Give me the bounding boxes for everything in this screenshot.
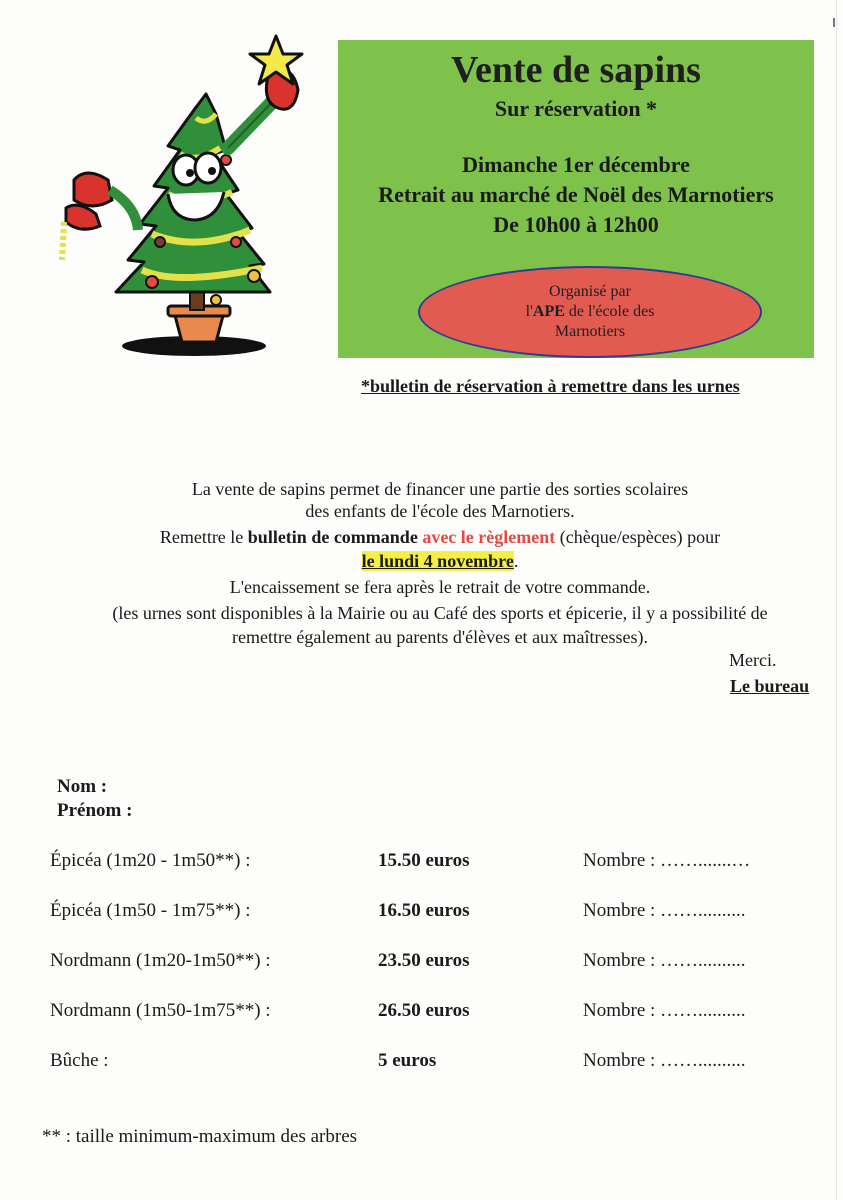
- product-name: Nordmann (1m20-1m50**) :: [50, 950, 271, 971]
- organizer-oval: [418, 266, 762, 358]
- product-price: 5 euros: [378, 1050, 437, 1071]
- reservation-note: *bulletin de réservation à remettre dans les urnes: [361, 376, 740, 396]
- sale-date: Dimanche 1er décembre: [462, 152, 690, 177]
- payment-note: avec le règlement: [422, 527, 556, 547]
- page-edge-mark: [833, 18, 835, 27]
- christmas-tree-mascot-icon: [56, 30, 326, 366]
- order-row: [0, 1000, 843, 1026]
- thanks-text: Merci.: [729, 650, 777, 670]
- quantity-field[interactable]: Nombre : ……..........: [583, 900, 746, 921]
- announcement-box: [338, 40, 814, 358]
- body-line-1: La vente de sapins permet de financer une partie des sorties scolaires: [191, 479, 689, 499]
- sale-title: Vente de sapins: [451, 49, 701, 91]
- body-line-3: Remettre le bulletin de commande avec le règlement (chèque/espèces) pour: [159, 527, 721, 547]
- product-price: 16.50 euros: [378, 900, 470, 921]
- pickup-hours: De 10h00 à 12h00: [493, 212, 659, 237]
- quantity-field[interactable]: Nombre : ……..........: [583, 950, 746, 971]
- organizer-line2: l'APE de l'école des: [525, 303, 655, 320]
- order-row: [0, 1050, 843, 1076]
- body-line-6: (les urnes sont disponibles à la Mairie ou au Café des sports et épicerie, il y a possibilité de: [112, 603, 768, 623]
- pickup-place: Retrait au marché de Noël des Marnotiers: [378, 182, 774, 207]
- size-footnote: ** : taille minimum-maximum des arbres: [42, 1126, 358, 1147]
- product-name: Épicéa (1m20 - 1m50**) :: [50, 850, 251, 871]
- signature: Le bureau: [730, 676, 810, 696]
- order-row: [0, 950, 843, 976]
- body-line-2: des enfants de l'école des Marnotiers.: [305, 501, 575, 521]
- nom-label: Nom :: [57, 776, 108, 797]
- reservation-subtitle: Sur réservation *: [494, 96, 658, 121]
- quantity-field[interactable]: Nombre : …….......…: [583, 850, 751, 871]
- organizer-line1: Organisé par: [549, 283, 631, 300]
- product-name: Nordmann (1m50-1m75**) :: [50, 1000, 271, 1021]
- prenom-label: Prénom :: [57, 800, 133, 821]
- product-name: Épicéa (1m50 - 1m75**) :: [50, 900, 251, 921]
- body-line-5: L'encaissement se fera après le retrait de votre commande.: [229, 577, 651, 597]
- quantity-field[interactable]: Nombre : ……..........: [583, 1050, 746, 1071]
- quantity-field[interactable]: Nombre : ……..........: [583, 1000, 746, 1021]
- order-row: [0, 850, 843, 876]
- deadline-date: le lundi 4 novembre: [361, 551, 514, 571]
- order-row: [0, 900, 843, 926]
- body-line-4: le lundi 4 novembre.: [361, 551, 519, 571]
- body-line-7: remettre également au parents d'élèves et aux maîtresses).: [231, 627, 649, 647]
- product-price: 15.50 euros: [378, 850, 470, 871]
- product-name: Bûche :: [50, 1050, 109, 1071]
- organizer-line3: Marnotiers: [554, 323, 626, 340]
- product-price: 23.50 euros: [378, 950, 470, 971]
- product-price: 26.50 euros: [378, 1000, 470, 1021]
